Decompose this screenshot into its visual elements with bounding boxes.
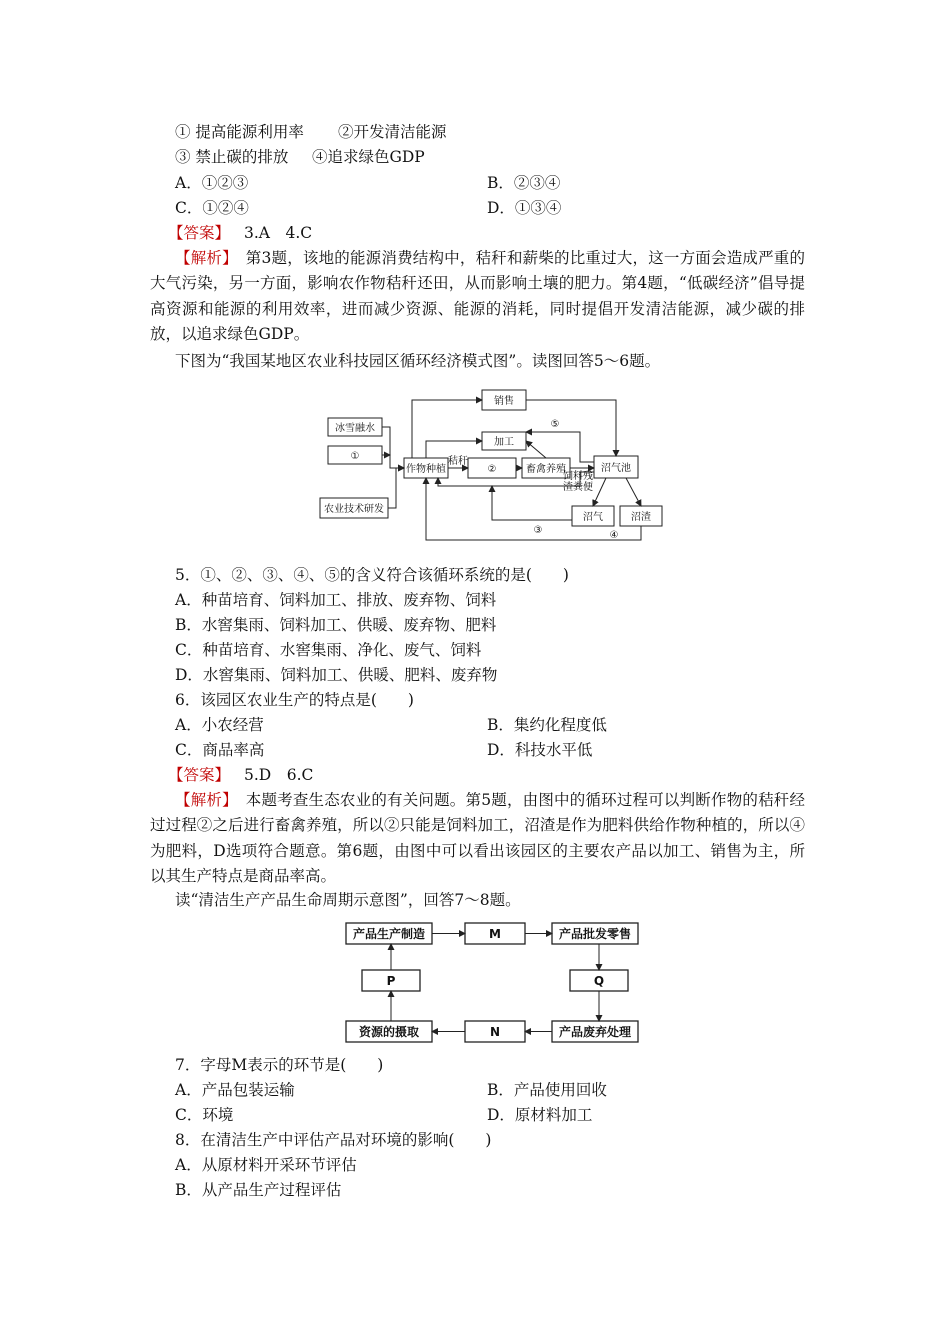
analysis-label: 【解析】 [175,249,231,267]
q4-choice-b: B．②③④ [487,174,561,192]
q7-option-c: C．环境 [175,1106,234,1124]
answer-3-4 [168,223,312,243]
label-residue-1: 饲料残 [563,471,593,482]
q4-option-3: ③ 禁止碳的排放 [175,148,289,166]
label-livestock: 畜禽养殖 [526,464,566,475]
label-crop: 作物种植 [406,464,446,475]
label-c5: ⑤ [550,419,560,430]
answer-5-6 [168,765,313,785]
q4-option-2: ②开发清洁能源 [338,123,447,141]
label-residue-2: 渣粪便 [563,482,593,493]
q5-option-d: D．水窖集雨、饲料加工、供暖、肥料、废弃物 [175,666,498,684]
label-N: N [489,1025,501,1039]
q5-stem: 5．①、②、③、④、⑤的含义符合该循环系统的是( ) [175,566,569,584]
q4-option-4: ④追求绿色GDP [312,148,425,166]
analysis-label: 【解析】 [175,791,231,809]
analysis-5-6 [150,788,805,889]
label-wholesale: 产品批发零售 [558,927,632,941]
label-c4: ④ [609,530,619,541]
q8-option-a: A．从原材料开采环节评估 [175,1156,357,1174]
q6-option-c: C．商品率高 [175,741,265,759]
label-disposal: 产品废弃处理 [558,1025,632,1039]
label-M: M [489,927,501,941]
q8-stem: 8．在清洁生产中评估产品对环境的影响( ) [175,1131,492,1149]
analysis-text: 第3题，该地的能源消费结构中，秸秆和薪柴的比重过大，这一方面会造成严重的大气污染，另一方面，影响农作物秸秆还田，从而影响土壤的肥力。第4题，“低碳经济”倡导提高资源和能源的利用效率，进而减少资源、能源的消耗，同时提倡开发清洁能源，减少碳的排放，以追求绿色GDP。 [150,249,805,343]
q7-option-b: B．产品使用回收 [487,1081,607,1099]
label-c2: ② [487,464,497,475]
analysis-3-4 [150,246,805,347]
circular-economy-diagram [310,380,690,550]
q6-option-d: D．科技水平低 [487,741,593,759]
label-process: 加工 [494,437,514,448]
label-P: P [386,974,396,988]
answer-label: 【答案】 [168,224,231,242]
q6-option-b: B．集约化程度低 [487,716,607,734]
analysis-text: 本题考查生态农业的有关问题。第5题，由图中的循环过程可以判断作物的秸秆经过过程②之后进行畜禽养殖，所以②只能是饲料加工，沼渣是作为肥料供给作物种植的，所以④为肥料，D选项符合题意。第6题，由图中可以看出该园区的主要农产品以加工、销售为主，所以其生产特点是商品率高。 [150,791,805,885]
label-ice: 冰雪融水 [335,423,375,434]
answer-text: 5.D 6.C [244,766,314,784]
intro-7-8: 读“清洁生产产品生命周期示意图”，回答7～8题。 [175,891,521,909]
label-Q: Q [593,974,605,988]
q6-option-a: A．小农经营 [175,716,264,734]
q7-stem: 7．字母M表示的环节是( ) [175,1056,384,1074]
label-extraction: 资源的摄取 [358,1025,420,1039]
label-sale: 销售 [494,396,514,407]
label-c3: ③ [533,525,543,536]
label-slag: 沼渣 [631,512,651,523]
label-manufacture: 产品生产制造 [352,927,426,941]
q8-option-b: B．从产品生产过程评估 [175,1181,342,1199]
q4-choice-d: D．①③④ [487,199,562,217]
q5-option-a: A．种苗培育、饲料加工、排放、废弃物、饲料 [175,591,497,609]
label-biogas: 沼气 [583,512,603,523]
q7-option-a: A．产品包装运输 [175,1081,295,1099]
label-straw: 秸秆 [448,456,468,467]
q5-option-c: C．种苗培育、水窖集雨、净化、废气、饲料 [175,641,482,659]
label-biogas-pool: 沼气池 [601,463,631,474]
q7-option-d: D．原材料加工 [487,1106,593,1124]
intro-5-6: 下图为“我国某地区农业科技园区循环经济模式图”。读图回答5～6题。 [175,352,661,370]
product-lifecycle-diagram [330,918,650,1050]
q5-option-b: B．水窖集雨、饲料加工、供暖、废弃物、肥料 [175,616,497,634]
q4-choice-c: C．①②④ [175,199,249,217]
q4-choice-a: A．①②③ [175,174,249,192]
q6-stem: 6．该园区农业生产的特点是( ) [175,691,414,709]
label-tech: 农业技术研发 [324,504,384,515]
q4-option-1: ① 提高能源利用率 [175,123,304,141]
label-c1: ① [350,451,360,462]
answer-label: 【答案】 [168,766,231,784]
answer-text: 3.A 4.C [244,224,313,242]
